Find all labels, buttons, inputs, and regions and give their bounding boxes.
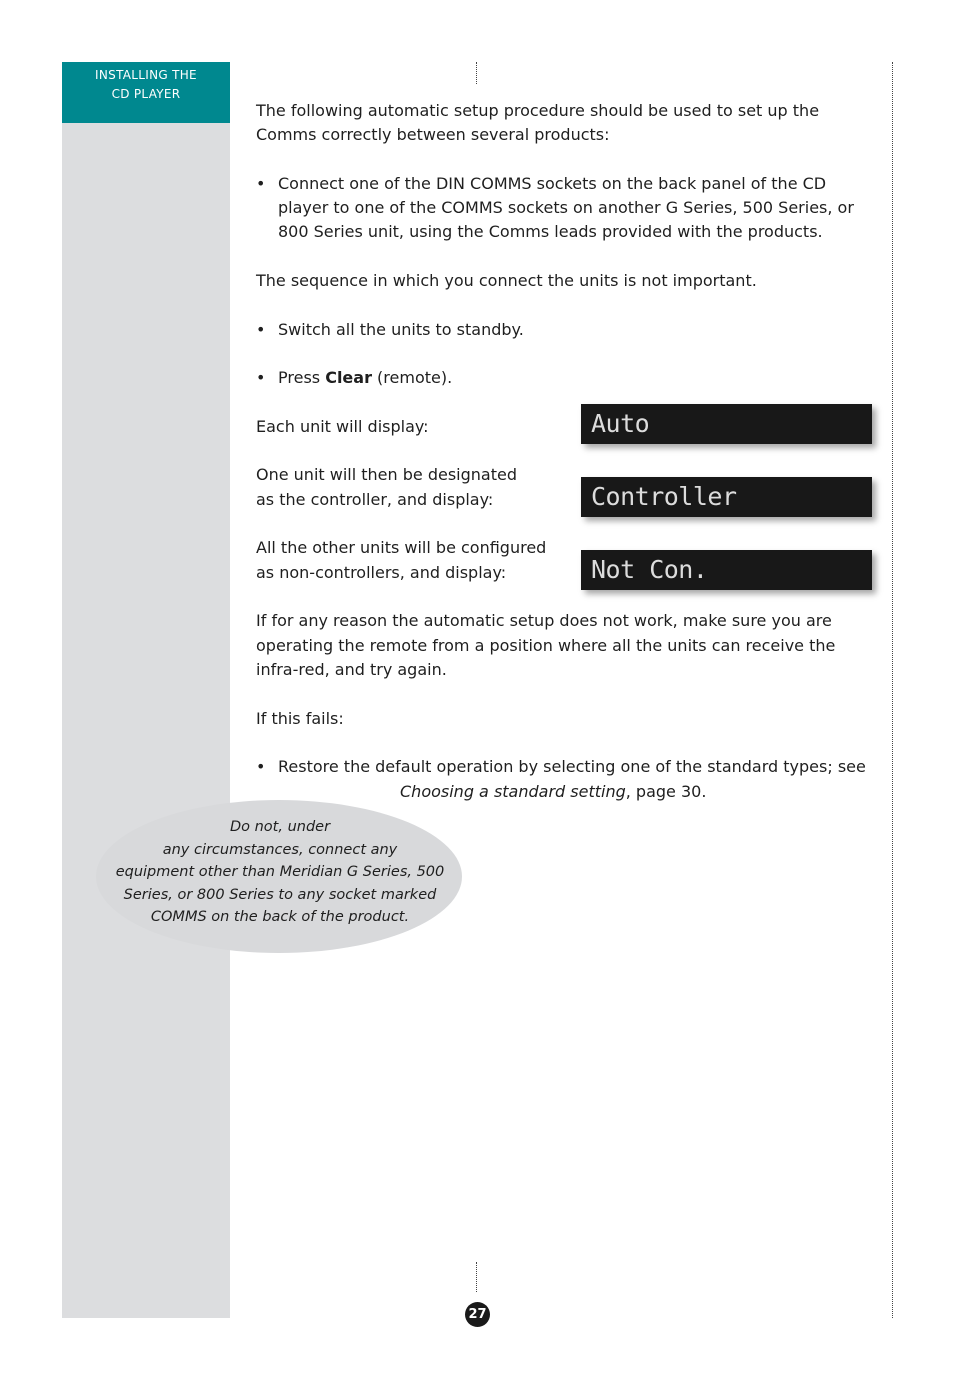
warning-line5: COMMS on the back of the product. — [150, 909, 410, 926]
bullet-connect-line1: Connect one of the DIN COMMS sockets on the back panel of the CD — [278, 174, 827, 193]
bullet-standby-text: Switch all the units to standby. — [278, 320, 524, 339]
others-line2: as non-controllers, and display: — [256, 563, 507, 582]
bullet-press-clear-text — [278, 366, 452, 391]
warning-line4: Series, or 800 Series to any socket marked — [123, 886, 437, 903]
bullet-restore-line2 — [400, 780, 706, 805]
lcd-display-auto: Auto — [581, 404, 872, 444]
page-number: 27 — [465, 1302, 490, 1327]
dotted-rule-top — [476, 62, 477, 84]
intro-line1: The following automatic setup procedure should be used to set up the — [256, 101, 820, 120]
bullet-dot: • — [256, 368, 266, 387]
section-tab-line2: CD PLAYER — [111, 87, 181, 101]
standard-setting-reference: Choosing a standard setting — [400, 782, 626, 801]
section-tab-line1: INSTALLING THE — [95, 68, 197, 82]
lcd-display-not-con: Not Con. — [581, 550, 872, 590]
lcd-display-controller: Controller — [581, 477, 872, 517]
dotted-rule-bottom — [476, 1262, 477, 1292]
bullet-dot: • — [256, 320, 266, 339]
others-line1: All the other units will be configured — [256, 538, 547, 557]
one-unit-line2: as the controller, and display: — [256, 490, 494, 509]
bullet-restore-line1: Restore the default operation by selecting one of the standard types; see — [278, 757, 866, 776]
fail-line1: If for any reason the automatic setup does not work, make sure you are — [256, 611, 832, 630]
press-prefix: Press — [278, 368, 326, 387]
page-reference: , page 30. — [625, 782, 707, 801]
bullet-connect-line3: 800 Series unit, using the Comms leads provided with the products. — [278, 222, 823, 241]
bullet-connect-line2: player to one of the COMMS sockets on another G Series, 500 Series, or — [278, 198, 854, 217]
warning-line1: Do not, under — [229, 819, 331, 835]
bullet-dot: • — [256, 174, 266, 193]
section-tab — [62, 62, 230, 123]
clear-key-label: Clear — [325, 368, 372, 387]
fail-line2: operating the remote from a position where all the units can receive the — [256, 636, 836, 655]
press-suffix: (remote). — [371, 368, 453, 387]
bullet-dot: • — [256, 757, 266, 776]
fail-line3: infra-red, and try again. — [256, 660, 447, 679]
dotted-rule-right — [892, 62, 893, 1318]
warning-line3: equipment other than Meridian G Series, 500 — [115, 864, 445, 881]
warning-text — [100, 816, 460, 929]
one-unit-line1: One unit will then be designated — [256, 465, 517, 484]
each-unit-text: Each unit will display: — [256, 417, 429, 436]
sidebar-band — [62, 62, 230, 1318]
sequence-note: The sequence in which you connect the units is not important. — [256, 271, 757, 290]
warning-line2: any circumstances, connect any — [162, 841, 398, 858]
if-fails-text: If this fails: — [256, 709, 344, 728]
intro-line2: Comms correctly between several products: — [256, 125, 610, 144]
